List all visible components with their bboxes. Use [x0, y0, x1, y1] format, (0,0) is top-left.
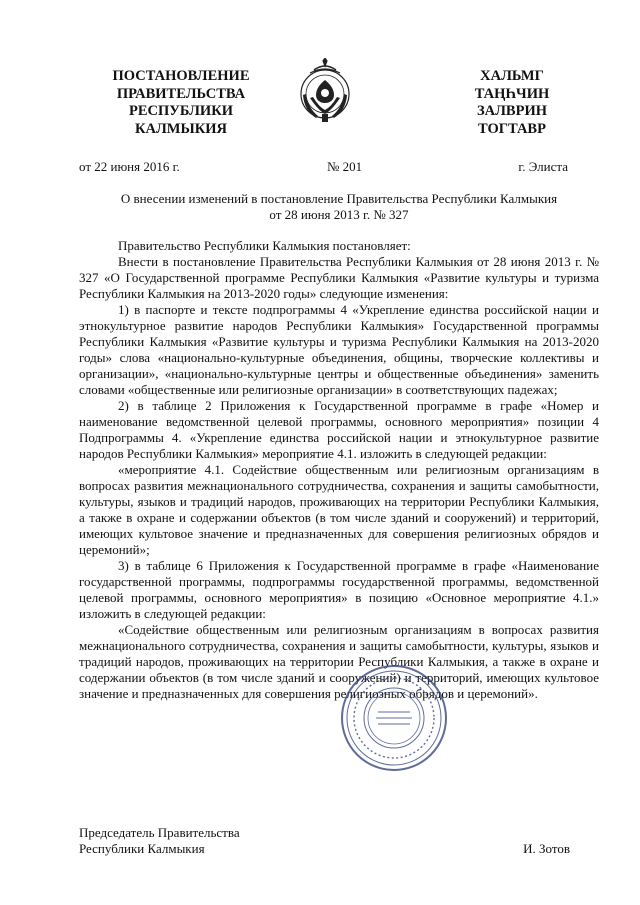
body-paragraph: 1) в паспорте и тексте подпрограммы 4 «Укрепление единства российской нации и этнокультурное развитие народов Республики Калмыкия» Государственной программы Республики Калмыкия «Развитие культуры и туризма Республики Калмыкия на 2013-2020 годы» слова «национально-культурные объединения, общины, творческие коллективы и организации», «национально-культурные центры и общественные объединения» заменить словами «общественные или религиозные организации» в соответствующих падежах; [79, 302, 599, 397]
body-paragraph: «Содействие общественным или религиозным организациям в вопросах развития межнационального сотрудничества, сохранения и защиты самобытности, культуры, языков и традиций народов, проживающих на территории Республики Калмыкия, а также в охране и содержании объектов (в том числе зданий и сооружений) и территорий, имеющих культовое значение и предназначенных для совершения религиозных обрядов и церемоний». [79, 622, 599, 701]
document-date: от 22 июня 2016 г. [79, 159, 180, 174]
signer-position: Председатель Правительства [79, 825, 240, 840]
document-city: г. Элиста [518, 159, 568, 174]
official-round-seal-icon [338, 662, 450, 774]
body-paragraph: «мероприятие 4.1. Содействие общественным или религиозным организациям в вопросах развития межнационального сотрудничества, сохранения и защиты самобытности, культуры, языков и традиций народов, проживающих на территории Республики Калмыкия, а также в охране и содержании объектов (в том числе зданий и сооружений) и территорий, имеющих культовое значение и предназначенных для совершения религиозных обрядов и церемоний»; [79, 462, 599, 557]
document-body [79, 238, 599, 702]
body-paragraph: 2) в таблице 2 Приложения к Государственной программе в графе «Номер и наименование ведомственной целевой программы, основного мероприятия» позиции 4 Подпрограммы 4. «Укрепление единства российской нации и этнокультурное развитие народов Республики Калмыкия» мероприятие 4.1. изложить в следующей редакции: [79, 398, 599, 461]
header-right-line: ТАҢҺЧИН [474, 85, 550, 102]
signer-name: И. Зотов [523, 841, 570, 856]
header-right-title [452, 68, 572, 138]
header-left-title [92, 68, 270, 138]
body-paragraph: Правительство Республики Калмыкия постановляет: [118, 238, 411, 253]
header-right-line: ЗАЛВРИН [476, 103, 547, 119]
body-paragraph: Внести в постановление Правительства Республики Калмыкия от 28 июня 2013 г. № 327 «О Государственной программе Республики Калмыкия «Развитие культуры и туризма Республики Калмыкия на 2013-2020 годы» следующие изменения: [79, 254, 599, 301]
header-right-line: ТОГТАВР [478, 120, 546, 137]
document-title [79, 191, 599, 223]
signer-position: Республики Калмыкия [79, 841, 205, 856]
header-left-line: РЕСПУБЛИКИ [128, 103, 234, 119]
signer-block [79, 825, 240, 857]
kalmykia-coat-of-arms-icon [296, 58, 354, 126]
header-left-line: ПРАВИТЕЛЬСТВА [116, 85, 246, 102]
header-right-line: ХАЛЬМГ [480, 68, 544, 84]
document-number: № 201 [327, 159, 363, 174]
title-line: от 28 июня 2013 г. № 327 [269, 207, 409, 222]
body-paragraph: 3) в таблице 6 Приложения к Государственной программе в графе «Наименование государственной программы, подпрограммы государственной программы, ведомственной целевой программы, основного мероприятия» в позицию «Основное мероприятие 4.1.» изложить в следующей редакции: [79, 558, 599, 621]
title-line: О внесении изменений в постановление Правительства Республики Калмыкия [120, 191, 558, 206]
header-left-line: КАЛМЫКИЯ [135, 120, 227, 137]
header-left-line: ПОСТАНОВЛЕНИЕ [112, 68, 250, 84]
